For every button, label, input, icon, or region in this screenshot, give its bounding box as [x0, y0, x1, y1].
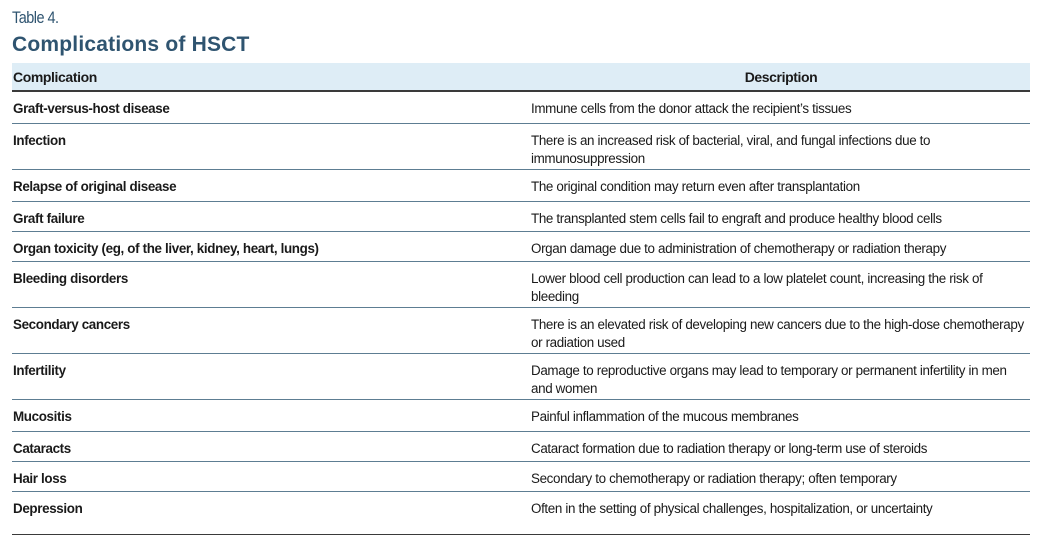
- table-label: Table 4.: [12, 8, 59, 27]
- table-row: [12, 461, 1030, 491]
- complication-cell: Cataracts: [12, 431, 531, 461]
- complication-cell: Mucositis: [12, 399, 531, 431]
- table-row: [12, 91, 1030, 123]
- table-row: [12, 307, 1030, 353]
- complication-cell: Graft failure: [12, 201, 531, 231]
- complication-cell: Infection: [12, 123, 531, 169]
- description-cell: Cataract formation due to radiation therapy or long-term use of steroids: [531, 431, 1030, 461]
- description-cell: Damage to reproductive organs may lead to temporary or permanent infertility in men and women: [531, 353, 1030, 399]
- description-cell: Immune cells from the donor attack the recipient’s tissues: [531, 91, 1030, 123]
- complication-cell: Graft-versus-host disease: [12, 91, 531, 123]
- header-row: [12, 63, 1030, 91]
- description-cell: Lower blood cell production can lead to a low platelet count, increasing the risk of bleeding: [531, 261, 1030, 307]
- complication-cell: Depression: [12, 491, 531, 534]
- complication-cell: Hair loss: [12, 461, 531, 491]
- table-row: [12, 169, 1030, 201]
- complication-cell: Organ toxicity (eg, of the liver, kidney, heart, lungs): [12, 231, 531, 261]
- table-title: Complications of HSCT: [12, 33, 250, 56]
- table-row: [12, 491, 1030, 534]
- description-cell: There is an elevated risk of developing new cancers due to the high-dose chemotherapy or radiation used: [531, 307, 1030, 353]
- description-cell: There is an increased risk of bacterial, viral, and fungal infections due to immunosuppression: [531, 123, 1030, 169]
- table-row: [12, 431, 1030, 461]
- description-cell: The original condition may return even after transplantation: [531, 169, 1030, 201]
- table-row: [12, 123, 1030, 169]
- complication-cell: Relapse of original disease: [12, 169, 531, 201]
- complication-cell: Infertility: [12, 353, 531, 399]
- description-cell: Often in the setting of physical challenges, hospitalization, or uncertainty: [531, 491, 1030, 534]
- complication-cell: Bleeding disorders: [12, 261, 531, 307]
- description-cell: Organ damage due to administration of chemotherapy or radiation therapy: [531, 231, 1030, 261]
- header-complication: Complication: [12, 63, 531, 91]
- complication-cell: Secondary cancers: [12, 307, 531, 353]
- description-cell: The transplanted stem cells fail to engraft and produce healthy blood cells: [531, 201, 1030, 231]
- table-row: [12, 353, 1030, 399]
- table-row: [12, 399, 1030, 431]
- description-cell: Painful inflammation of the mucous membranes: [531, 399, 1030, 431]
- complications-table: [12, 63, 1030, 535]
- table-row: [12, 201, 1030, 231]
- description-cell: Secondary to chemotherapy or radiation therapy; often temporary: [531, 461, 1030, 491]
- table-row: [12, 231, 1030, 261]
- table-row: [12, 261, 1030, 307]
- header-description: Description: [531, 63, 1030, 91]
